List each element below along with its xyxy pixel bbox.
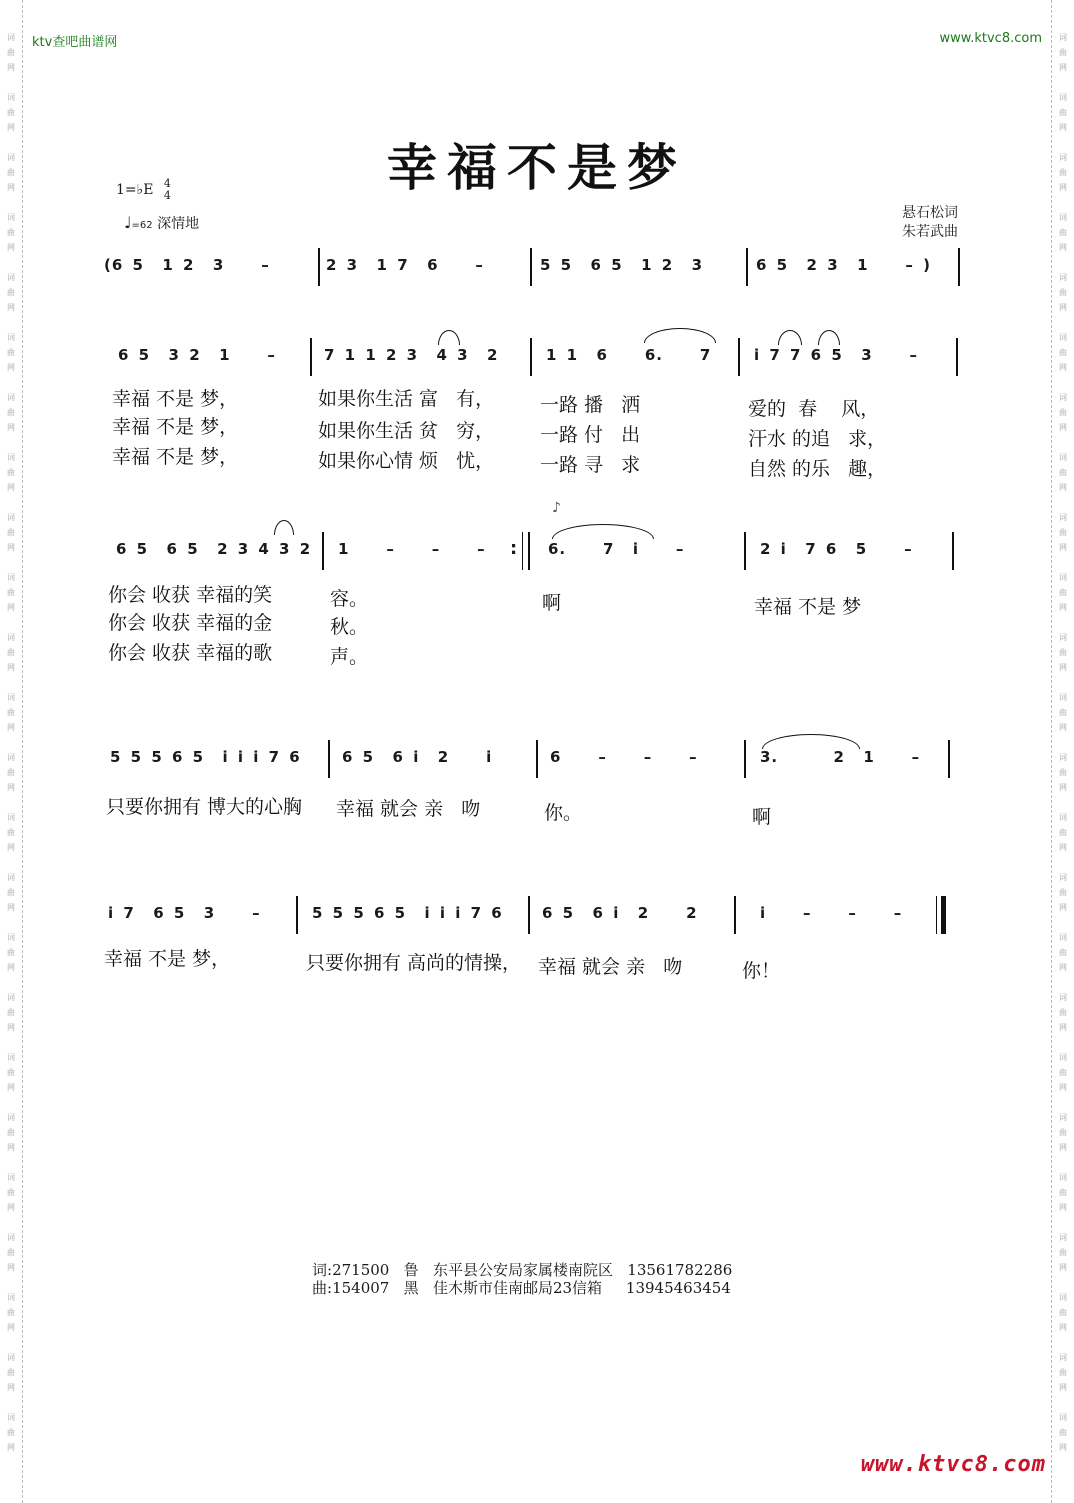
watermark-char: 曲	[1059, 1248, 1067, 1257]
watermark-char: 词	[7, 993, 15, 1002]
watermark-char: 词	[1059, 273, 1067, 282]
watermark-char: 词	[1059, 1293, 1067, 1302]
repeat-dots: :	[510, 538, 518, 559]
measure-group: 6. 7 i –	[548, 540, 685, 558]
watermark-char: 词	[1059, 573, 1067, 582]
final-barline	[941, 896, 946, 934]
watermark-char: 词	[7, 393, 15, 402]
watermark-char: 网	[1059, 603, 1067, 612]
watermark-char: 曲	[1059, 768, 1067, 777]
measure-group: 6 5 3 2 1 –	[118, 346, 276, 364]
watermark-char: 曲	[7, 288, 15, 297]
watermark-char: 词	[1059, 153, 1067, 162]
footer-line-lyricist	[312, 1261, 732, 1279]
footer-label: 词:	[312, 1261, 333, 1279]
lyric-line: 幸福 不是 梦，	[112, 446, 239, 468]
watermark-char: 网	[7, 1443, 15, 1452]
watermark-char: 词	[7, 813, 15, 822]
expression-text: 深情地	[157, 216, 200, 232]
watermark-char: 词	[1059, 1113, 1067, 1122]
lyric-line: 幸福 不是 梦，	[112, 416, 239, 438]
barline	[318, 248, 320, 286]
watermark-char: 网	[7, 1203, 15, 1212]
watermark-char: 词	[1059, 1053, 1067, 1062]
footer-postcode: 154007	[332, 1279, 390, 1297]
watermark-char: 词	[1059, 333, 1067, 342]
watermark-char: 网	[7, 783, 15, 792]
song-title: 幸福不是梦	[387, 138, 687, 197]
watermark-char: 网	[1059, 63, 1067, 72]
watermark-char: 词	[7, 33, 15, 42]
watermark-char: 网	[1059, 783, 1067, 792]
watermark-char: 网	[7, 1143, 15, 1152]
barline	[310, 338, 312, 376]
measure-group: 2 3 1 7 6 –	[326, 256, 484, 274]
watermark-char: 网	[7, 423, 15, 432]
time-signature	[164, 178, 171, 202]
barline	[530, 338, 532, 376]
watermark-char: 曲	[7, 1248, 15, 1257]
watermark-char: 词	[7, 273, 15, 282]
watermark-char: 曲	[1059, 528, 1067, 537]
watermark-char: 曲	[7, 108, 15, 117]
measure-group: 7 1 1 2 3 4 3 2	[324, 346, 499, 364]
composer: 朱若武曲	[902, 224, 958, 240]
measure-group: 3. 2 1 –	[760, 748, 921, 766]
watermark-char: 网	[7, 603, 15, 612]
watermark-char: 网	[1059, 1383, 1067, 1392]
watermark-char: 曲	[1059, 708, 1067, 717]
watermark-char: 曲	[7, 828, 15, 837]
lyric-line: 你。	[544, 802, 583, 824]
lyric-line: 汗水 的追 求，	[748, 428, 887, 450]
watermark-char: 曲	[1059, 168, 1067, 177]
watermark-char: 网	[7, 483, 15, 492]
site-name[interactable]: ktv查吧曲谱网	[32, 35, 118, 50]
tempo-marking	[124, 213, 199, 233]
watermark-char: 词	[1059, 753, 1067, 762]
watermark-char: 网	[1059, 543, 1067, 552]
measure-group: 5 5 5 6 5 i i i 7 6	[110, 748, 301, 766]
watermark-char: 曲	[7, 528, 15, 537]
watermark-char: 网	[7, 963, 15, 972]
watermark-char: 词	[7, 1413, 15, 1422]
barline	[746, 248, 748, 286]
notation-row	[100, 904, 980, 938]
watermark-char: 网	[7, 663, 15, 672]
watermark-char: 网	[7, 903, 15, 912]
watermark-char: 词	[1059, 213, 1067, 222]
barline	[958, 248, 960, 286]
key-signature	[116, 178, 171, 202]
watermark-char: 曲	[1059, 1068, 1067, 1077]
watermark-char: 曲	[1059, 288, 1067, 297]
watermark-char: 曲	[1059, 1308, 1067, 1317]
watermark-char: 网	[7, 1023, 15, 1032]
watermark-char: 词	[7, 1053, 15, 1062]
watermark-char: 曲	[1059, 1188, 1067, 1197]
lyric-line: 声。	[330, 646, 369, 668]
watermark-char: 词	[7, 1173, 15, 1182]
watermark-char: 词	[1059, 453, 1067, 462]
measure-group: i – – –	[760, 904, 903, 922]
slur-mark	[778, 330, 802, 345]
watermark-char: 词	[1059, 1353, 1067, 1362]
barline	[734, 896, 736, 934]
measure-group: 5 5 6 5 1 2 3	[540, 256, 704, 274]
lyric-line: 秋。	[330, 616, 369, 638]
watermark-char: 曲	[1059, 1368, 1067, 1377]
watermark-char: 词	[7, 1353, 15, 1362]
left-watermark-column	[0, 30, 22, 1470]
slur-mark	[274, 520, 294, 535]
barline	[952, 532, 954, 570]
barline	[322, 532, 324, 570]
watermark-char: 词	[7, 453, 15, 462]
watermark-char: 词	[7, 1233, 15, 1242]
lyric-line: 啊	[542, 592, 562, 614]
watermark-char: 曲	[1059, 348, 1067, 357]
watermark-char: 曲	[7, 888, 15, 897]
watermark-char: 网	[1059, 963, 1067, 972]
measure-group: i 7 6 5 3 –	[108, 904, 261, 922]
watermark-char: 网	[1059, 243, 1067, 252]
watermark-char: 词	[7, 213, 15, 222]
watermark-char: 曲	[1059, 588, 1067, 597]
barline	[744, 740, 746, 778]
footer-address: 佳木斯市佳南邮局23信箱	[432, 1279, 603, 1297]
watermark-char: 曲	[7, 1308, 15, 1317]
watermark-char: 网	[1059, 1323, 1067, 1332]
footer-postcode: 271500	[332, 1261, 390, 1279]
notation-row	[100, 256, 980, 290]
watermark-char: 网	[1059, 1143, 1067, 1152]
barline	[522, 532, 523, 570]
watermark-char: 词	[1059, 873, 1067, 882]
watermark-char: 词	[1059, 393, 1067, 402]
watermark-char: 词	[1059, 513, 1067, 522]
watermark-char: 词	[1059, 993, 1067, 1002]
key-prefix: 1=	[116, 182, 137, 198]
watermark-char: 网	[1059, 123, 1067, 132]
watermark-char: 曲	[1059, 828, 1067, 837]
slur-mark	[438, 330, 460, 345]
watermark-char: 词	[7, 333, 15, 342]
brand-logo[interactable]: www.ktvc8.com	[860, 1452, 1046, 1477]
watermark-char: 网	[1059, 843, 1067, 852]
watermark-char: 词	[1059, 633, 1067, 642]
lyricist: 悬石松词	[902, 205, 958, 221]
watermark-char: 曲	[1059, 468, 1067, 477]
watermark-char: 曲	[1059, 1128, 1067, 1137]
lyric-line: 如果你生活 富 有，	[318, 388, 495, 410]
notation-row	[100, 346, 980, 380]
watermark-char: 网	[7, 723, 15, 732]
watermark-char: 词	[1059, 813, 1067, 822]
lyric-line: 幸福 不是 梦，	[104, 948, 231, 970]
watermark-char: 曲	[7, 408, 15, 417]
notation-row	[100, 748, 980, 782]
watermark-char: 词	[7, 1113, 15, 1122]
watermark-char: 网	[1059, 183, 1067, 192]
lyric-line: 一路 寻 求	[540, 454, 641, 476]
barline	[528, 896, 530, 934]
watermark-char: 曲	[7, 1128, 15, 1137]
watermark-char: 曲	[7, 468, 15, 477]
watermark-char: 曲	[7, 168, 15, 177]
watermark-char: 词	[7, 1293, 15, 1302]
measure-group: 6 5 6 i 2 2	[542, 904, 698, 922]
footer-name: 黑	[403, 1279, 419, 1297]
slur-mark	[762, 734, 860, 749]
lyric-line: 只要你拥有 博大的心胸	[106, 796, 303, 818]
contact-footer	[312, 1261, 732, 1297]
lyric-line: 容。	[330, 588, 369, 610]
barline	[536, 740, 538, 778]
watermark-char: 网	[1059, 723, 1067, 732]
barline	[948, 740, 950, 778]
watermark-char: 词	[1059, 93, 1067, 102]
watermark-char: 曲	[1059, 228, 1067, 237]
watermark-char: 网	[1059, 1443, 1067, 1452]
watermark-char: 曲	[7, 768, 15, 777]
watermark-char: 网	[1059, 1083, 1067, 1092]
lyric-line: 自然 的乐 趣，	[748, 458, 887, 480]
watermark-char: 词	[7, 513, 15, 522]
footer-line-composer	[312, 1279, 732, 1297]
watermark-char: 曲	[1059, 888, 1067, 897]
watermark-char: 词	[7, 933, 15, 942]
watermark-char: 网	[1059, 1023, 1067, 1032]
watermark-char: 曲	[1059, 948, 1067, 957]
watermark-char: 网	[7, 363, 15, 372]
quarter-note-icon: ♩	[124, 213, 132, 232]
watermark-char: 曲	[7, 228, 15, 237]
watermark-char: 曲	[1059, 1428, 1067, 1437]
barline	[936, 896, 937, 934]
watermark-char: 词	[1059, 1233, 1067, 1242]
watermark-char: 曲	[7, 1068, 15, 1077]
lyric-line: 一路 播 洒	[540, 394, 641, 416]
lyric-line: 你会 收获 幸福的金	[108, 612, 273, 634]
watermark-char: 网	[7, 1263, 15, 1272]
lyric-line: 你！	[742, 960, 781, 982]
watermark-char: 网	[7, 303, 15, 312]
watermark-char: 曲	[7, 948, 15, 957]
measure-group: 1 1 6 6. 7	[546, 346, 712, 364]
watermark-char: 网	[7, 123, 15, 132]
measure-group: 6 5 6 i 2 i	[342, 748, 493, 766]
watermark-char: 词	[1059, 1413, 1067, 1422]
lyric-line: 幸福 不是 梦，	[112, 388, 239, 410]
measure-group: 6 – – –	[550, 748, 698, 766]
watermark-char: 网	[7, 543, 15, 552]
slur-mark	[552, 524, 654, 539]
footer-phone: 13561782286	[627, 1261, 733, 1279]
watermark-char: 网	[7, 843, 15, 852]
watermark-char: 网	[1059, 1203, 1067, 1212]
watermark-char: 曲	[7, 1008, 15, 1017]
lyric-line: 你会 收获 幸福的歌	[108, 642, 273, 664]
watermark-char: 网	[1059, 303, 1067, 312]
watermark-char: 曲	[7, 348, 15, 357]
watermark-char: 词	[7, 153, 15, 162]
measure-group: 5 5 5 6 5 i i i 7 6	[312, 904, 503, 922]
watermark-char: 网	[1059, 423, 1067, 432]
watermark-char: 网	[7, 1083, 15, 1092]
lyric-line: 如果你心情 烦 忧，	[318, 450, 495, 472]
watermark-char: 曲	[7, 1188, 15, 1197]
key-name: ♭E	[136, 182, 154, 198]
barline	[738, 338, 740, 376]
watermark-char: 网	[1059, 663, 1067, 672]
repeat-barline	[528, 532, 530, 570]
measure-group: 1 – – –	[338, 540, 486, 558]
slur-mark	[818, 330, 840, 345]
watermark-char: 网	[7, 1323, 15, 1332]
watermark-char: 网	[7, 243, 15, 252]
watermark-char: 曲	[7, 1428, 15, 1437]
watermark-char: 词	[1059, 933, 1067, 942]
right-watermark-column	[1052, 30, 1074, 1470]
watermark-char: 曲	[1059, 48, 1067, 57]
watermark-char: 词	[1059, 693, 1067, 702]
barline	[956, 338, 958, 376]
watermark-char: 曲	[1059, 108, 1067, 117]
site-url[interactable]: www.ktvc8.com	[939, 31, 1042, 46]
slur-mark	[644, 328, 716, 343]
barline	[530, 248, 532, 286]
tempo-bpm: =62	[131, 220, 153, 231]
watermark-char: 词	[7, 873, 15, 882]
watermark-char: 曲	[7, 1368, 15, 1377]
lyric-line: 啊	[752, 806, 772, 828]
watermark-char: 网	[1059, 483, 1067, 492]
watermark-char: 曲	[1059, 648, 1067, 657]
lyric-line: 幸福 就会 亲 吻	[336, 798, 481, 820]
lyric-line: 爱的 春 风，	[748, 398, 880, 420]
watermark-char: 词	[7, 693, 15, 702]
time-bottom: 4	[163, 189, 171, 202]
watermark-char: 网	[7, 1383, 15, 1392]
watermark-char: 曲	[7, 648, 15, 657]
watermark-char: 曲	[7, 48, 15, 57]
footer-address: 东平县公安局家属楼南院区	[432, 1261, 613, 1279]
watermark-char: 曲	[1059, 1008, 1067, 1017]
measure-group: 2 i 7 6 5 –	[760, 540, 913, 558]
watermark-char: 网	[1059, 1263, 1067, 1272]
credits	[902, 204, 958, 242]
footer-name: 鲁	[403, 1261, 419, 1279]
footer-phone: 13945463454	[625, 1279, 731, 1297]
watermark-char: 网	[1059, 903, 1067, 912]
watermark-char: 词	[1059, 33, 1067, 42]
watermark-char: 曲	[7, 588, 15, 597]
measure-group: 6 5 6 5 2 3 4 3 2	[116, 540, 312, 558]
lyric-line: 只要你拥有 高尚的情操，	[306, 952, 522, 974]
barline	[296, 896, 298, 934]
footer-label: 曲:	[312, 1279, 333, 1297]
watermark-char: 网	[7, 63, 15, 72]
measure-group: (6 5 1 2 3 –	[104, 256, 270, 274]
watermark-char: 曲	[7, 708, 15, 717]
watermark-char: 词	[7, 633, 15, 642]
watermark-char: 词	[7, 573, 15, 582]
watermark-char: 网	[1059, 363, 1067, 372]
time-top: 4	[163, 177, 171, 190]
notation-row	[100, 500, 980, 574]
barline	[328, 740, 330, 778]
watermark-char: 词	[1059, 1173, 1067, 1182]
lyric-line: 幸福 就会 亲 吻	[538, 956, 683, 978]
watermark-char: 词	[7, 93, 15, 102]
lyric-line: 你会 收获 幸福的笑	[108, 584, 273, 606]
measure-group: 6 5 2 3 1 – )	[756, 256, 931, 274]
lyric-line: 一路 付 出	[540, 424, 641, 446]
watermark-char: 词	[7, 753, 15, 762]
watermark-char: 网	[7, 183, 15, 192]
lyric-line: 如果你生活 贫 穷，	[318, 420, 495, 442]
barline	[744, 532, 746, 570]
measure-group: i 7 7 6 5 3 –	[754, 346, 919, 364]
breath-mark-icon: ♪	[552, 500, 561, 516]
watermark-char: 曲	[1059, 408, 1067, 417]
lyric-line: 幸福 不是 梦	[754, 596, 862, 618]
